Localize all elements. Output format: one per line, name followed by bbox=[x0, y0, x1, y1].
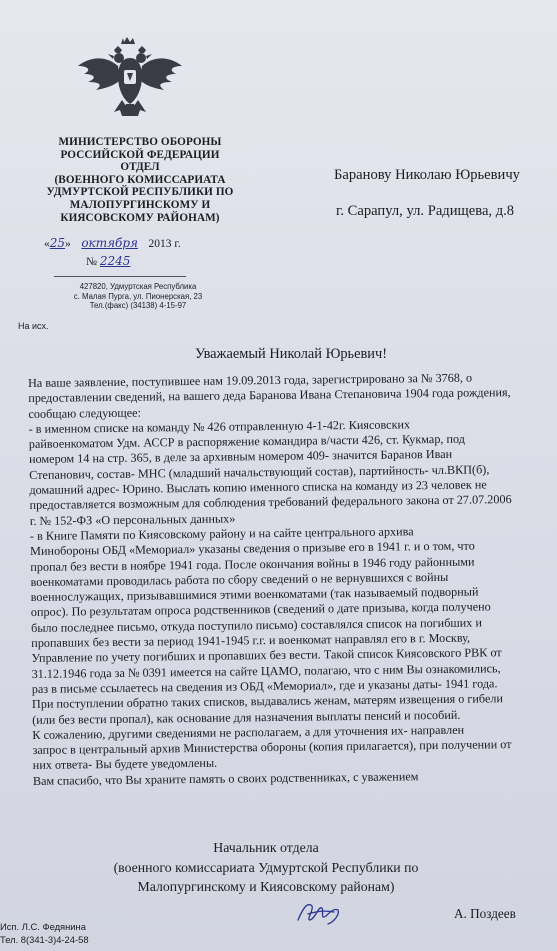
date-day: 25 bbox=[49, 236, 66, 250]
signatory-title bbox=[96, 838, 436, 897]
recipient-address: г. Сарапул, ул. Радищева, д.8 bbox=[336, 203, 515, 219]
body-line: Степанович, состав- МНС (младший начальствующий состав), партийность- чл.ВКП(б), bbox=[29, 462, 490, 482]
org-line: КИЯСОВСКОМУ РАЙОНАМ) bbox=[60, 211, 220, 224]
body-line: предоставляется возможным для соблюдения требований федерального закона от 27.07.2006 bbox=[29, 492, 512, 513]
body-line: пропавших без вести за период 1941-1945 г.г. и военкомат направлял его в г. Москву, bbox=[31, 630, 471, 651]
body-line: Управление по учету погибших и пропавших без вести. Такой список Киясовского РВК от bbox=[31, 645, 502, 666]
org-line: ОТДЕЛ bbox=[120, 161, 160, 174]
body-line: 31.12.1946 года за № 0391 имеется на сайте ЦАМО, полагаю, что с ним Вы ознакомились, bbox=[31, 660, 501, 681]
signer-name: А. Поздеев bbox=[454, 906, 516, 921]
body-line: них ответа- Вы будете уведомлены. bbox=[32, 756, 218, 773]
salutation: Уважаемый Николай Юрьевич! bbox=[195, 346, 388, 362]
org-line: МАЛОПУРГИНСКОМУ И bbox=[69, 198, 211, 211]
body-line: запрос в центральный архив Министерства обороны (копия прилагается), при получении от bbox=[32, 737, 512, 758]
letter-body bbox=[28, 369, 557, 789]
double-headed-eagle-icon bbox=[74, 36, 186, 120]
org-line: УДМУРТСКОЙ РЕСПУБЛИКИ ПО bbox=[46, 186, 234, 199]
body-line: номером 14 на стр. 365, в деле за архивным номером 409- значится Баранов Иван bbox=[28, 447, 453, 467]
date-close-quote: » bbox=[65, 238, 71, 250]
body-line: (или без вести пропал), как основание для назначения выплаты пенсий и пособий. bbox=[32, 707, 461, 727]
address-line: 427820, Удмуртская Республика bbox=[79, 282, 197, 291]
body-line: было последнее письмо, откуда поступило письмо) составлялся список на погибших и bbox=[30, 615, 483, 635]
executor-name: Исп. Л.С. Федянина bbox=[0, 921, 86, 932]
number-sign: № bbox=[86, 256, 97, 268]
signatory-title-line: Малопургинскому и Киясовскому районам) bbox=[137, 879, 395, 894]
body-line: предоставлении сведений, на вашего деда Баранова Ивана Степановича 1904 года рождения, bbox=[28, 385, 511, 406]
address-line: Тел.(факс) (34138) 4-15-97 bbox=[89, 301, 187, 311]
organization-header bbox=[42, 136, 238, 224]
body-line: военнослужащих, призывавшимися этими военкоматами (так называемый подворный bbox=[30, 584, 479, 605]
body-line: опрос). По результатам опроса родственников (сведений о дате призыва, когда получено bbox=[30, 599, 491, 620]
signatory-title-line: (военного комиссариата Удмуртской Республики по bbox=[113, 859, 419, 875]
body-line: При поступлении обратно таких списков, выдавались женам, матерям извещения о гибели bbox=[31, 691, 504, 712]
body-line: пропал без вести в ноябре 1941 года. После окончания войны в 1946 году районными bbox=[30, 554, 475, 574]
signatory-title-line: Начальник отдела bbox=[213, 840, 319, 855]
date-open-quote: « bbox=[44, 238, 50, 250]
body-line: домашний адрес- Юрино. Выслать копию именного списка на команду из 23 человек не bbox=[29, 477, 487, 498]
recipient-name: Баранову Николаю Юрьевичу bbox=[334, 167, 520, 183]
body-line: сообщаю следующее: bbox=[28, 405, 142, 421]
body-line: Минобороны ОБД «Мемориал» указаны сведения о призыве его в 1941 г. и о том, что bbox=[30, 538, 475, 559]
body-line: райвоенкоматом Удм. АССР в распоряжение командира в/части 426, ст. Кукмар, под bbox=[28, 431, 466, 452]
executor-phone: Тел. 8(341-3)4-24-58 bbox=[0, 934, 89, 945]
body-line: - в Книге Памяти по Киясовскому району и на сайте центрального архива bbox=[29, 524, 414, 543]
reference-label: На исх. bbox=[18, 321, 49, 331]
letter-date bbox=[44, 236, 181, 250]
body-line: раз в письме ссылаетесь на сведения из ОБД «Мемориал», где и указаны даты- 1941 года. bbox=[31, 676, 498, 696]
org-address bbox=[48, 282, 228, 311]
org-line: РОССИЙСКОЙ ФЕДЕРАЦИИ bbox=[60, 148, 220, 161]
number-value: 2245 bbox=[99, 254, 131, 268]
body-line: военкоматами проводилась работа по сбору сведений о не вернувшихся с войны bbox=[30, 569, 449, 589]
handwritten-signature-icon bbox=[294, 898, 346, 928]
divider bbox=[54, 276, 186, 277]
body-line: - в именном списке на команду № 426 отправленную 4-1-42г. Киясовских bbox=[28, 417, 411, 436]
address-line: с. Малая Пурга, ул. Пионерская, 23 bbox=[73, 291, 203, 301]
date-month: октября bbox=[81, 236, 138, 250]
body-line: Вам спасибо, что Вы храните память о своих родственниках, с уважением bbox=[32, 768, 419, 788]
org-line: МИНИСТЕРСТВО ОБОРОНЫ bbox=[58, 136, 222, 148]
body-line: К сожалению, другими сведениями не располагаем, а для уточнения их- направлен bbox=[32, 722, 465, 742]
date-year: 2013 г. bbox=[148, 238, 181, 250]
body-line: г. № 152-ФЗ «О персональных данных» bbox=[29, 511, 236, 528]
org-line: (ВОЕННОГО КОМИССАРИАТА bbox=[54, 173, 226, 186]
executor-info bbox=[0, 920, 89, 946]
body-line: На ваше заявление, поступившее нам 19.09.2013 года, зарегистрировано за № 3768, о bbox=[28, 370, 473, 390]
letter-number bbox=[86, 254, 160, 268]
